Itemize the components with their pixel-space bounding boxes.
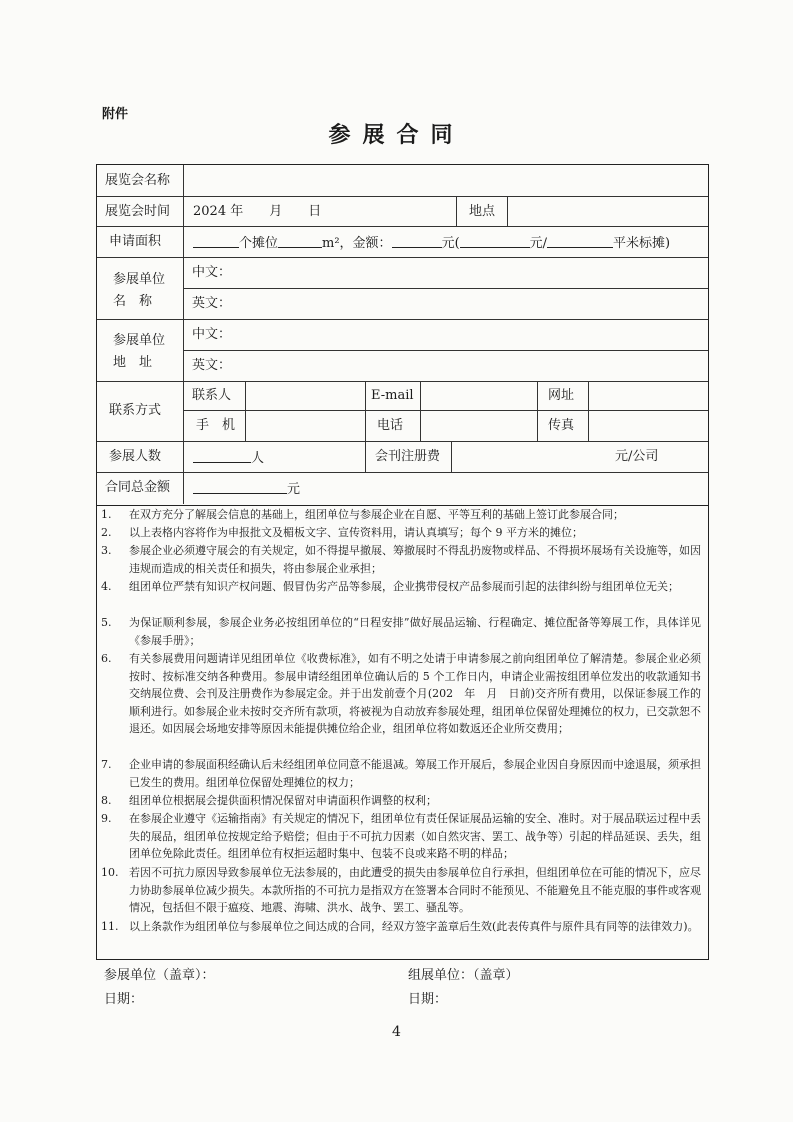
area-yuan2-unit: 元/ bbox=[529, 236, 548, 251]
exhibition-name-label: 展览会名称 bbox=[105, 173, 171, 188]
attendees-blank[interactable] bbox=[193, 449, 251, 463]
column-divider bbox=[507, 196, 508, 226]
std-blank[interactable] bbox=[547, 234, 613, 248]
term-number: 1. bbox=[101, 508, 112, 521]
organizer-seal-label: 组展单位：（盖章） bbox=[408, 968, 519, 983]
column-divider bbox=[420, 381, 421, 441]
area-fill-line bbox=[193, 234, 670, 252]
area-yuan-unit: 元( bbox=[441, 236, 460, 251]
row-divider bbox=[97, 319, 708, 320]
area-label: 申请面积 bbox=[109, 234, 162, 249]
company-name-label-1: 参展单位 bbox=[113, 272, 166, 287]
exhibitor-seal-label: 参展单位（盖章）： bbox=[104, 968, 215, 983]
total-amount-label: 合同总金额 bbox=[105, 480, 171, 495]
column-divider bbox=[183, 165, 184, 504]
exhibition-time-label: 展览会时间 bbox=[105, 204, 171, 219]
company-name-label-2: 名 称 bbox=[113, 294, 153, 309]
term-text: 以上表格内容将作为申报批文及楣板文字、宣传资料用，请认真填写；每个 9 平方米的摊位； bbox=[129, 526, 583, 539]
term-text: 若因不可抗力原因导致参展单位无法参展的，由此遭受的损失由参展单位自行承担，但组团单位在可能的情况下，应尽力协助参展单位减少损失。本款所指的不可抗力是指双方在签署本合同时不能预见、不能避免且不能克服的事件或客观情况，包括但不限于瘟疫、地震、海啸、洪水、战争、罢工、骚乱等。 bbox=[129, 866, 701, 914]
organizer-date-label: 日期： bbox=[408, 992, 448, 1007]
phone-label: 电话 bbox=[377, 418, 404, 433]
booth-count-blank[interactable] bbox=[193, 234, 239, 248]
row-divider bbox=[97, 257, 708, 258]
fax-label: 传真 bbox=[548, 418, 575, 433]
row-divider bbox=[97, 196, 708, 197]
journal-fee-unit: 元/公司 bbox=[615, 449, 659, 464]
attendees-unit: 人 bbox=[251, 451, 265, 466]
term-number: 4. bbox=[101, 580, 112, 593]
term-text: 在参展企业遵守《运输指南》有关规定的情况下，组团单位有责任保证展品运输的安全、准时。对于展品联运过程中丢失的展品，组团单位按规定给予赔偿；但由于不可抗力因素（如自然灾害、罢工、战争等）引起的样品延误、丢失，组团单位免除此责任。组团单位有权拒运超时集中、包装不良或来路不明的样品； bbox=[129, 812, 701, 860]
area-booth-unit: 个摊位 bbox=[239, 236, 279, 251]
address-english-label: 英文： bbox=[192, 358, 232, 373]
term-text: 为保证顺利参展，参展企业务必按组团单位的“日程安排”做好展品运输、行程确定、摊位配备等筹展工作，具体详见《参展手册》； bbox=[129, 616, 701, 647]
contact-label: 联系方式 bbox=[109, 403, 162, 418]
address-label-1: 参展单位 bbox=[113, 333, 166, 348]
area-sqm-unit: m²，金额： bbox=[322, 236, 392, 251]
attachment-label: 附件 bbox=[102, 107, 129, 122]
row-divider bbox=[183, 410, 708, 411]
row-divider bbox=[97, 226, 708, 227]
term-item bbox=[101, 578, 701, 596]
sqm-blank[interactable] bbox=[278, 234, 322, 248]
row-divider bbox=[183, 288, 708, 289]
term-text: 在双方充分了解展会信息的基础上，组团单位与参展企业在自愿、平等互利的基础上签订此参展合同； bbox=[129, 508, 624, 521]
term-text: 企业申请的参展面积经确认后未经组团单位同意不能退减。筹展工作开展后，参展企业因自身原因而中途退展，须承担已发生的费用。组团单位保留处理摊位的权力； bbox=[129, 758, 701, 789]
term-item bbox=[101, 756, 701, 791]
page-title: 参展合同 bbox=[328, 122, 465, 148]
amount-blank[interactable] bbox=[392, 234, 442, 248]
term-item bbox=[101, 918, 701, 936]
term-number: 7. bbox=[101, 758, 112, 771]
registration-form-table bbox=[96, 164, 709, 506]
term-item bbox=[101, 506, 701, 524]
mobile-label: 手 机 bbox=[196, 418, 236, 433]
term-item bbox=[101, 810, 701, 863]
attendees-fill bbox=[193, 449, 264, 467]
term-text: 以上条款作为组团单位与参展单位之间达成的合同，经双方签字盖章后生效(此表传真件与原件具有同等的法律效力)。 bbox=[129, 920, 699, 933]
term-text: 组团单位根据展会提供面积情况保留对申请面积作调整的权利； bbox=[129, 794, 437, 807]
contact-person-label: 联系人 bbox=[192, 388, 232, 403]
total-amount-blank[interactable] bbox=[193, 480, 287, 494]
total-amount-unit: 元 bbox=[287, 482, 301, 497]
term-item bbox=[101, 864, 701, 917]
exhibition-time-value: 2024 年 月 日 bbox=[193, 204, 322, 219]
website-label: 网址 bbox=[548, 388, 575, 403]
contract-terms bbox=[96, 506, 709, 960]
term-item bbox=[101, 542, 701, 577]
price-blank[interactable] bbox=[460, 234, 530, 248]
term-item bbox=[101, 524, 701, 542]
company-name-chinese-label: 中文： bbox=[192, 265, 232, 280]
term-number: 5. bbox=[101, 616, 112, 629]
exhibitor-date-label: 日期： bbox=[104, 992, 144, 1007]
email-label: E-mail bbox=[371, 388, 414, 403]
term-number: 11. bbox=[101, 920, 119, 933]
term-text: 组团单位严禁有知识产权问题、假冒伪劣产品等参展，企业携带侵权产品参展而引起的法律纠纷与组团单位无关； bbox=[129, 580, 679, 593]
row-divider bbox=[97, 472, 708, 473]
address-chinese-label: 中文： bbox=[192, 327, 232, 342]
column-divider bbox=[451, 441, 452, 472]
term-item bbox=[101, 650, 701, 738]
column-divider bbox=[588, 381, 589, 441]
term-number: 2. bbox=[101, 526, 112, 539]
term-text: 参展企业必须遵守展会的有关规定，如不得提早撤展、筹撤展时不得乱扔废物或样品、不得损坏展场有关设施等，如因违规而造成的相关责任和损失，将由参展企业承担； bbox=[129, 544, 701, 575]
column-divider bbox=[456, 196, 457, 226]
term-item bbox=[101, 614, 701, 649]
term-item bbox=[101, 792, 701, 810]
term-number: 9. bbox=[101, 812, 112, 825]
term-number: 10. bbox=[101, 866, 119, 879]
term-number: 3. bbox=[101, 544, 112, 557]
address-label-2: 地 址 bbox=[113, 355, 153, 370]
term-number: 8. bbox=[101, 794, 112, 807]
company-name-english-label: 英文： bbox=[192, 296, 232, 311]
row-divider bbox=[97, 381, 708, 382]
journal-fee-label: 会刊注册费 bbox=[375, 449, 441, 464]
term-number: 6. bbox=[101, 652, 112, 665]
attendees-label: 参展人数 bbox=[109, 449, 162, 464]
column-divider bbox=[365, 381, 366, 472]
total-amount-fill bbox=[193, 480, 300, 498]
column-divider bbox=[537, 381, 538, 441]
term-text: 有关参展费用问题请详见组团单位《收费标准》，如有不明之处请于申请参展之前向组团单位了解清楚。参展企业必须按时、按标准交纳各种费用。参展申请经组团单位确认后的 5 个工作日内，申请企业需按组团单位发出的收款通知书交纳展位费、会刊及注册费作为参展定金。并于出发前壹个月(202 年 月 日前)交齐所有费用，以保证参展工作的顺利进行。如参展企业未按时交齐所有款项，将被视为自动放弃参展处理，组团单位保留处理摊位的权力，已交款恕不退还。如因展会场地安排等原因未能提供摊位给企业，组团单位将如数返还企业所交费用； bbox=[129, 652, 701, 735]
area-std-unit: 平米标摊) bbox=[613, 236, 671, 251]
row-divider bbox=[97, 441, 708, 442]
location-label: 地点 bbox=[469, 204, 496, 219]
column-divider bbox=[245, 381, 246, 441]
page-number: 4 bbox=[392, 1024, 401, 1040]
row-divider bbox=[183, 350, 708, 351]
